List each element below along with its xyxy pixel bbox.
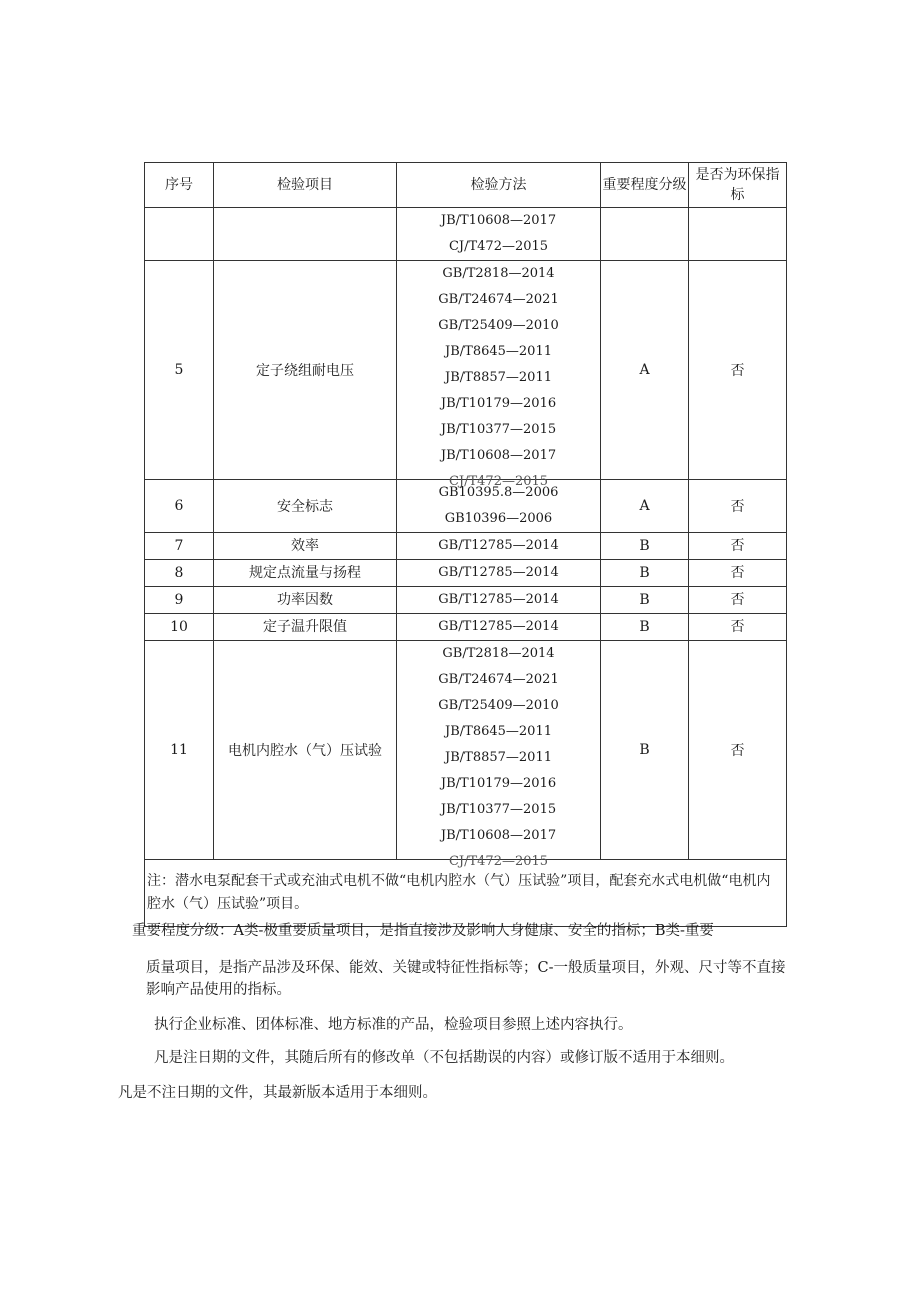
dated-reference-paragraph: 凡是注日期的文件，其随后所有的修改单（不包括勘误的内容）或修订版不适用于本细则。 (154, 1050, 734, 1066)
method-code: GB/T12785—2014 (438, 592, 559, 607)
cell-item: 安全标志 (214, 480, 397, 533)
method-code: JB/T8645—2011 (445, 344, 552, 359)
cell-grade: B (601, 641, 689, 860)
cell-no: 11 (145, 641, 214, 860)
method-code: GB/T25409—2010 (438, 698, 559, 713)
method-code: GB/T25409—2010 (438, 318, 559, 333)
method-code: GB10395.8—2006 (438, 485, 559, 500)
cell-method (397, 261, 601, 489)
header-env: 是否为环保指标 (689, 163, 787, 208)
cell-item (214, 208, 397, 261)
cell-item: 电机内腔水（气）压试验 (214, 641, 397, 860)
cell-grade: B (601, 587, 689, 614)
cell-grade (601, 208, 689, 261)
method-code: JB/T10377—2015 (440, 422, 557, 437)
cell-method (397, 533, 601, 560)
method-code: JB/T8857—2011 (445, 750, 552, 765)
cell-item: 定子绕组耐电压 (214, 261, 397, 480)
method-code: GB/T24674—2021 (438, 672, 559, 687)
header-method: 检验方法 (397, 163, 601, 208)
cell-grade: B (601, 614, 689, 641)
cell-method (397, 208, 601, 261)
table-note: 注：潜水电泵配套干式或充油式电机不做“电机内腔水（气）压试验”项目，配套充水式电机做“电机内腔水（气）压试验”项目。 (145, 860, 787, 927)
inspection-table (144, 162, 787, 927)
table-row (145, 560, 787, 587)
table-row (145, 614, 787, 641)
method-code: JB/T8645—2011 (445, 724, 552, 739)
method-code: GB10396—2006 (444, 511, 553, 526)
method-code: JB/T8857—2011 (445, 370, 552, 385)
cell-method (397, 641, 601, 869)
cell-no: 6 (145, 480, 214, 533)
table-header-row (145, 163, 787, 208)
method-code: GB/T24674—2021 (438, 292, 559, 307)
method-code: JB/T10377—2015 (440, 802, 557, 817)
cell-item: 规定点流量与扬程 (214, 560, 397, 587)
cell-grade: A (601, 261, 689, 480)
cell-no: 7 (145, 533, 214, 560)
method-code: CJ/T472—2015 (448, 239, 549, 254)
header-no: 序号 (145, 163, 214, 208)
method-code: JB/T10608—2017 (440, 448, 557, 463)
method-code: JB/T10179—2016 (440, 396, 557, 411)
method-code: GB/T2818—2014 (442, 646, 555, 661)
cell-no: 5 (145, 261, 214, 480)
table-row (145, 587, 787, 614)
cell-grade: B (601, 560, 689, 587)
header-item: 检验项目 (214, 163, 397, 208)
method-code: JB/T10608—2017 (440, 828, 557, 843)
method-code: JB/T10179—2016 (440, 776, 557, 791)
cell-env: 否 (689, 587, 787, 614)
cell-no: 9 (145, 587, 214, 614)
cell-env: 否 (689, 560, 787, 587)
cell-method (397, 614, 601, 641)
method-code: GB/T12785—2014 (438, 619, 559, 634)
cell-grade: B (601, 533, 689, 560)
cell-env: 否 (689, 533, 787, 560)
method-code-truncated: CJ/T472—2015 (448, 854, 549, 869)
cell-method (397, 480, 601, 533)
cell-method (397, 587, 601, 614)
cell-item: 定子温升限值 (214, 614, 397, 641)
grade-definition-line1: 重要程度分级：A类-极重要质量项目，是指直接涉及影响人身健康、安全的指标；B类-重要 (132, 923, 714, 939)
cell-item: 功率因数 (214, 587, 397, 614)
cell-no: 10 (145, 614, 214, 641)
cell-env: 否 (689, 614, 787, 641)
undated-reference-paragraph: 凡是不注日期的文件，其最新版本适用于本细则。 (118, 1085, 437, 1101)
cell-no (145, 208, 214, 261)
method-code: GB/T12785—2014 (438, 538, 559, 553)
table-row (145, 208, 787, 261)
cell-grade: A (601, 480, 689, 533)
method-code-truncated: CJ/T472—2015 (448, 474, 549, 489)
table-row (145, 480, 787, 533)
cell-env (689, 208, 787, 261)
table-row (145, 261, 787, 480)
cell-item: 效率 (214, 533, 397, 560)
cell-env: 否 (689, 261, 787, 480)
method-code: GB/T12785—2014 (438, 565, 559, 580)
header-grade: 重要程度分级 (601, 163, 689, 208)
table-note-row (145, 860, 787, 927)
method-code: JB/T10608—2017 (440, 213, 557, 228)
grade-definition-line2: 质量项目，是指产品涉及环保、能效、关键或特征性指标等；C-一般质量项目，外观、尺寸等不直接影响产品使用的指标。 (146, 960, 786, 998)
method-code: GB/T2818—2014 (442, 266, 555, 281)
cell-no: 8 (145, 560, 214, 587)
cell-env: 否 (689, 480, 787, 533)
enterprise-standard-paragraph: 执行企业标准、团体标准、地方标准的产品，检验项目参照上述内容执行。 (154, 1017, 633, 1033)
cell-env: 否 (689, 641, 787, 860)
table-row (145, 533, 787, 560)
cell-method (397, 560, 601, 587)
table-row (145, 641, 787, 860)
